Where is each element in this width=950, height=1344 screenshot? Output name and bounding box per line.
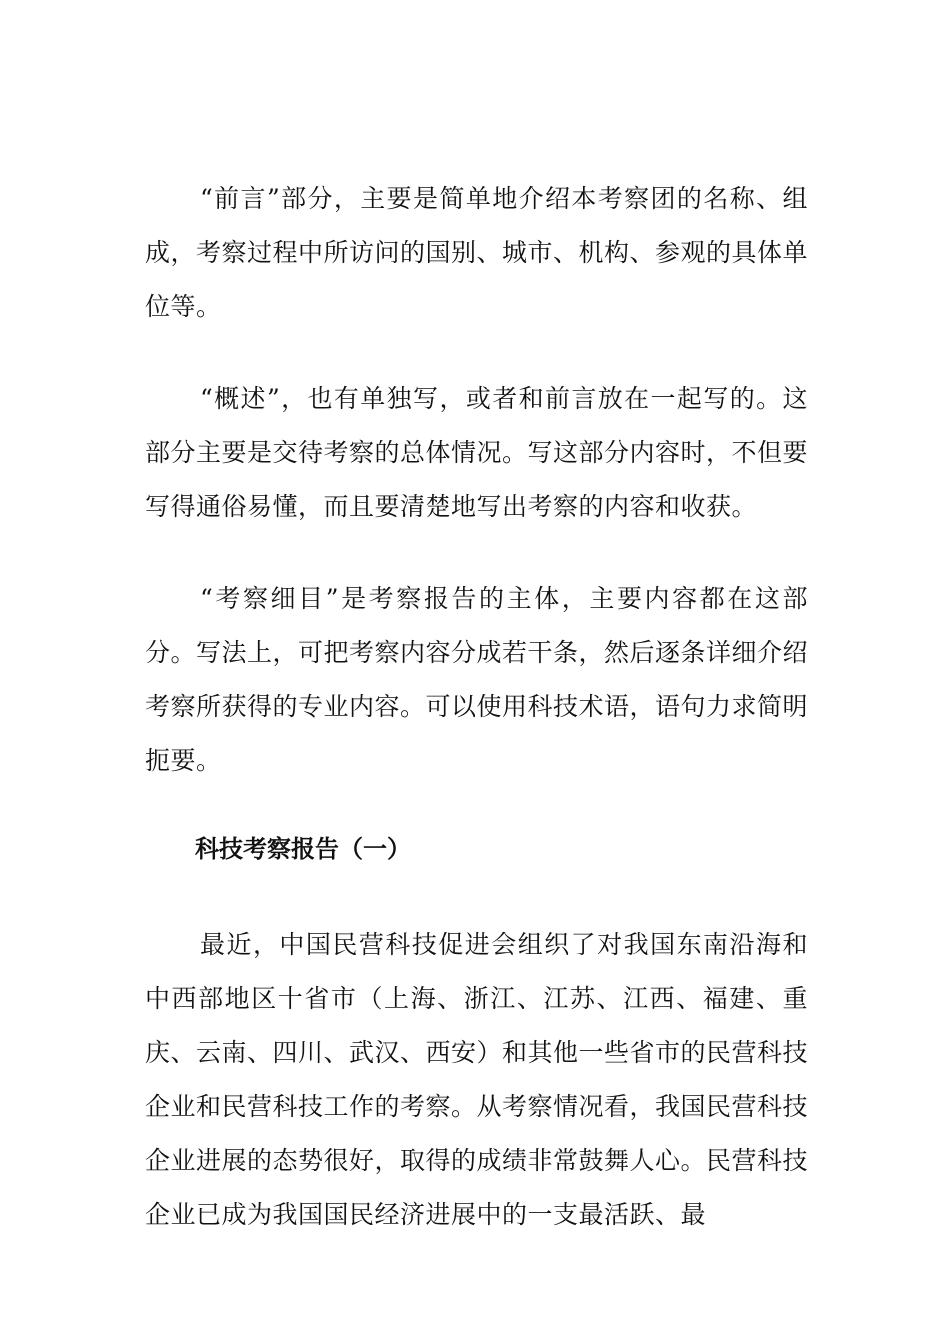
paragraph-details: “考察细目”是考察报告的主体，主要内容都在这部分。写法上，可把考察内容分成若干条，然后逐条详细介绍考察所获得的专业内容。可以使用科技术语，语句力求简明扼要。 (145, 584, 809, 775)
paragraph-overview: “概述”，也有单独写，或者和前言放在一起写的。这部分主要是交待考察的总体情况。写这部分内容时，不但要写得通俗易懂，而且要清楚地写出考察的内容和收获。 (145, 384, 809, 521)
paragraph-report-body: 最近，中国民营科技促进会组织了对我国东南沿海和中西部地区十省市（上海、浙江、江苏、江西、福建、重庆、云南、四川、武汉、西安）和其他一些省市的民营科技企业和民营科技工作的考察。从考察情况看，我国民营科技企业进展的态势很好，取得的成绩非常鼓舞人心。民营科技企业已成为我国国民经济进展中的一支最活跃、最 (145, 930, 809, 1229)
paragraph-preface: “前言”部分，主要是简单地介绍本考察团的名称、组成，考察过程中所访问的国别、城市、机构、参观的具体单位等。 (145, 184, 809, 321)
section-heading: 科技考察报告（一） (195, 834, 411, 863)
